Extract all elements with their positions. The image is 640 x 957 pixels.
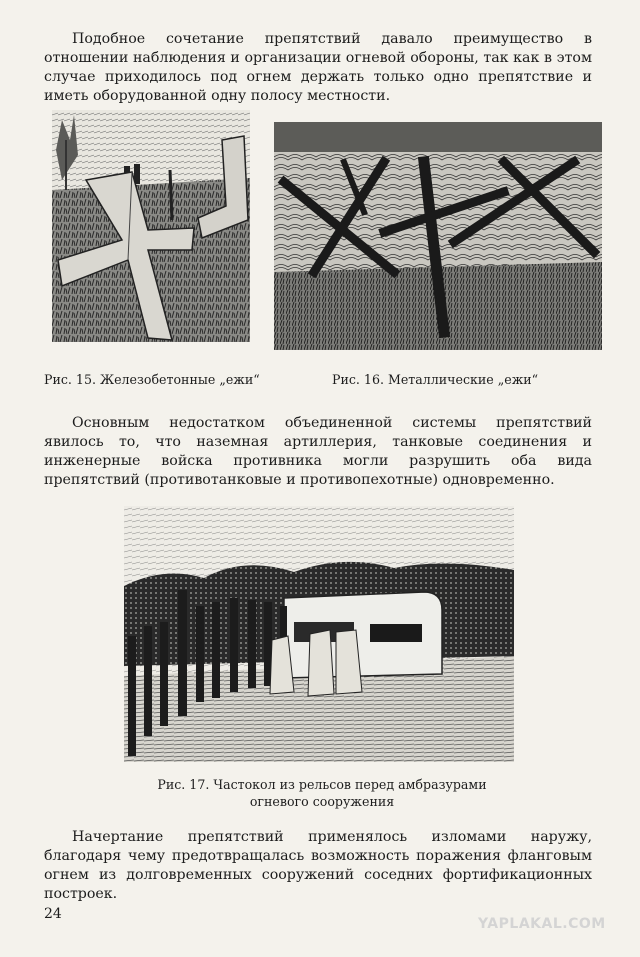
page-number: 24 [44,906,62,922]
paragraph-1: Подобное сочетание препятствий давало преимущество в отношении наблюдения и организации огневой обороны, так как в этом случае приходилось под огнем держать только одно препятствие и иметь оборудованной одну полосу местности. [44,31,592,104]
watermark: YAPLAKAL.COM [478,916,606,932]
figure-16-metal-hedgehogs [274,122,602,350]
paragraph-3: Начертание препятствий применялось изломами наружу, благодаря чему предотвращалась возможность поражения фланговым огнем из долговременных сооружений соседних фортификационных построек. [44,829,592,902]
paragraph-2: Основным недостатком объединенной системы препятствий явилось то, что наземная артиллерия, танковые соединения и инженерные войска противника могли разрушить оба вида препятствий (противотанковые и противопехотные) одновременно. [44,415,592,488]
figure-16-caption: Рис. 16. Металлические „ежи“ [332,372,539,387]
figure-17-rail-palisade [124,506,514,762]
figure-17-caption: Рис. 17. Частокол из рельсов перед амбразурами огневого сооружения [157,777,487,809]
figure-15-concrete-hedgehogs [52,110,250,342]
figure-15-caption: Рис. 15. Железобетонные „ежи“ [44,372,260,387]
